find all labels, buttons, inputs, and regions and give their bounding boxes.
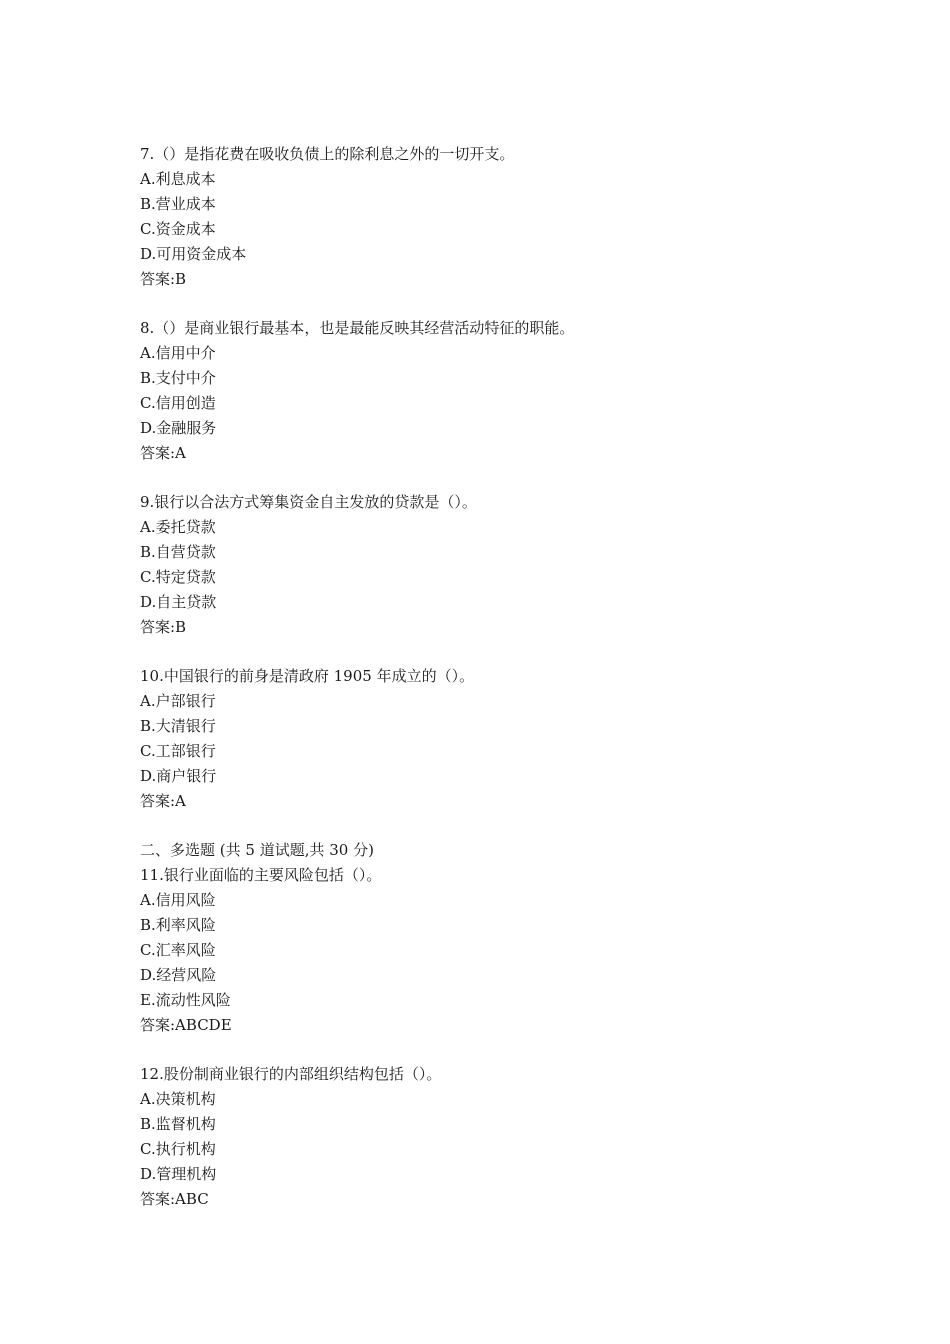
option-e: E.流动性风险 [140, 991, 231, 1009]
option-b: B.利率风险 [140, 916, 216, 934]
question-block [140, 863, 840, 1038]
answer-line: 答案:ABCDE [140, 1016, 232, 1034]
question-block [140, 316, 840, 466]
option-d: D.可用资金成本 [140, 245, 247, 263]
answer-line: 答案:A [140, 444, 186, 462]
question-block [140, 1062, 840, 1212]
answer-line: 答案:B [140, 270, 187, 288]
option-c: C.执行机构 [140, 1140, 216, 1158]
option-a: A.信用中介 [140, 344, 216, 362]
question-block [140, 664, 840, 814]
option-c: C.特定贷款 [140, 568, 216, 586]
option-c: C.信用创造 [140, 394, 216, 412]
answer-line: 答案:B [140, 618, 187, 636]
answer-line: 答案:ABC [140, 1190, 209, 1208]
option-d: D.自主贷款 [140, 593, 217, 611]
document-page [140, 142, 840, 1212]
option-b: B.支付中介 [140, 369, 216, 387]
question-stem: 12.股份制商业银行的内部组织结构包括（）。 [140, 1065, 442, 1083]
question-stem: 10.中国银行的前身是清政府 1905 年成立的（）。 [140, 667, 475, 685]
option-d: D.经营风险 [140, 966, 217, 984]
option-c: C.工部银行 [140, 742, 216, 760]
option-d: D.金融服务 [140, 419, 217, 437]
question-stem: 8.（）是商业银行最基本，也是最能反映其经营活动特征的职能。 [140, 319, 575, 337]
option-d: D.管理机构 [140, 1165, 217, 1183]
option-b: B.营业成本 [140, 195, 216, 213]
option-d: D.商户银行 [140, 767, 217, 785]
answer-line: 答案:A [140, 792, 186, 810]
question-stem: 9.银行以合法方式筹集资金自主发放的贷款是（）。 [140, 493, 477, 511]
option-a: A.委托贷款 [140, 518, 216, 536]
question-block [140, 142, 840, 292]
option-c: C.资金成本 [140, 220, 216, 238]
option-c: C.汇率风险 [140, 941, 216, 959]
option-a: A.决策机构 [140, 1090, 216, 1108]
option-a: A.利息成本 [140, 170, 216, 188]
question-stem: 7.（）是指花费在吸收负债上的除利息之外的一切开支。 [140, 145, 515, 163]
question-stem: 11.银行业面临的主要风险包括（）。 [140, 866, 382, 884]
option-a: A.户部银行 [140, 692, 216, 710]
option-a: A.信用风险 [140, 891, 216, 909]
option-b: B.大清银行 [140, 717, 216, 735]
option-b: B.自营贷款 [140, 543, 216, 561]
question-block [140, 490, 840, 640]
section-heading: 二、多选题 (共 5 道试题,共 30 分) [140, 841, 374, 859]
option-b: B.监督机构 [140, 1115, 216, 1133]
